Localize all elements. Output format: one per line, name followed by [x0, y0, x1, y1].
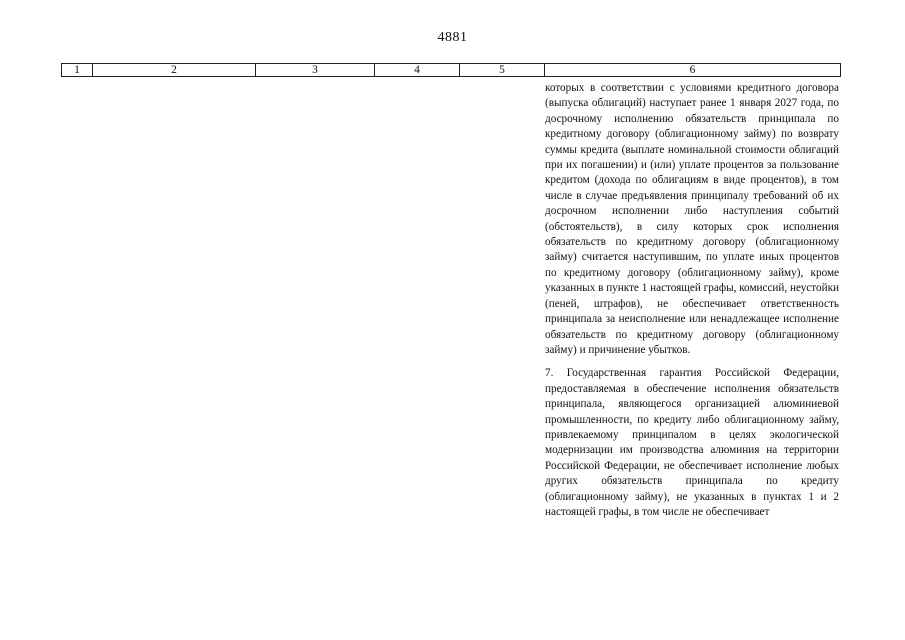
column-header-2: 2: [93, 64, 256, 76]
column-header-5: 5: [460, 64, 545, 76]
paragraph-continuation: которых в соответствии с условиями кредитного договора (выпуска облигаций) наступает ранее 1 января 2027 года, по досрочному исполнению обязательств принципала по кредитному договору (облигационному займу) по возврату суммы кредита (выплате номинальной стоимости облигаций при их погашении) и (или) уплате процентов за пользование кредитом (дохода по облигациям в виде процентов), в том числе в случае предъявления принципалу требований об их досрочном исполнении либо наступления событий (обстоятельств), в силу которых срок исполнения обязательств по кредитному договору (облигационному займу) считается наступившим, по уплате иных процентов по кредитному договору (облигационному займу), кроме указанных в пункте 1 настоящей графы, комиссий, неустойки (пеней, штрафов), не обеспечивает ответственность принципала за неисполнение или ненадлежащее исполнение обязательств по кредитному договору (облигационному займу) и причинение убытков.: [545, 82, 839, 356]
column-header-6: 6: [689, 64, 696, 76]
paragraph-item-7: 7. Государственная гарантия Российской Федерации, предоставляемая в обеспечение исполнения обязательств принципала, являющегося организацией алюминиевой промышленности, по кредиту либо облигационному займу, привлекаемому принципалом в целях экологической модернизации им производства алюминия на территории Российской Федерации, не обеспечивает исполнение любых других обязательств принципала по кредиту (облигационному займу), не указанных в пунктах 1 и 2 настоящей графы, в том числе не обеспечивает: [545, 367, 839, 518]
column-header-4: 4: [375, 64, 460, 76]
column-header-3: 3: [256, 64, 375, 76]
page-number: 4881: [437, 30, 468, 45]
column-6-text: [545, 81, 839, 520]
column-header-1: 1: [62, 64, 93, 76]
table-header-row: [61, 63, 841, 77]
